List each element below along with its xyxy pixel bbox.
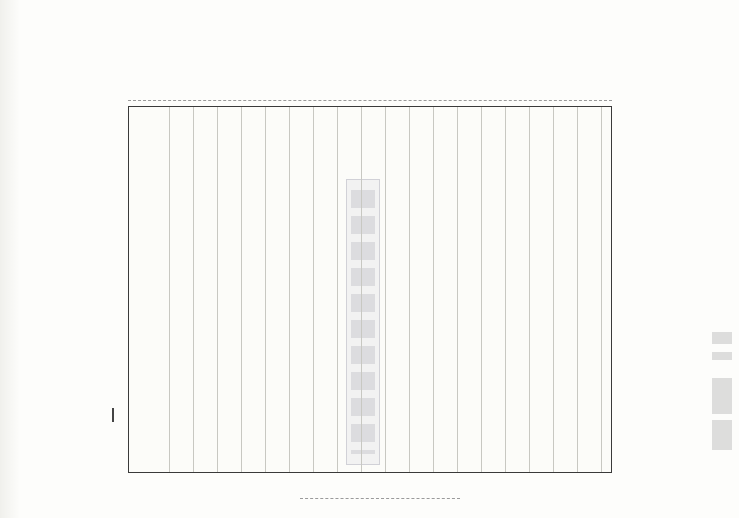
scan-edge-shadow	[0, 0, 20, 518]
ledger-rule-line	[577, 107, 578, 472]
ledger-rule-line	[481, 107, 482, 472]
ledger-rule-line	[601, 107, 602, 472]
ledger-rule-line	[529, 107, 530, 472]
ledger-rule-line	[193, 107, 194, 472]
margin-mark	[112, 408, 124, 422]
top-dashed-rule	[128, 100, 612, 101]
ledger-rule-line	[409, 107, 410, 472]
ledger-rule-line	[265, 107, 266, 472]
edge-seal-mark	[712, 332, 732, 344]
ledger-rule-line	[241, 107, 242, 472]
ledger-rule-line	[433, 107, 434, 472]
ledger-rule-line	[457, 107, 458, 472]
bottom-dashed-rule	[300, 498, 460, 499]
diary-sheet	[128, 106, 612, 473]
stamp-pattern	[351, 190, 375, 454]
ledger-rule-line	[217, 107, 218, 472]
ledger-rule-line	[385, 107, 386, 472]
ledger-rule-line	[169, 107, 170, 472]
ledger-rule-line	[313, 107, 314, 472]
edge-seal-mark	[712, 352, 732, 360]
ledger-rule-line	[361, 107, 362, 472]
edge-seal-mark	[712, 420, 732, 450]
edge-seal-mark	[712, 378, 732, 414]
ledger-rule-line	[289, 107, 290, 472]
ledger-rule-line	[505, 107, 506, 472]
ledger-rule-line	[553, 107, 554, 472]
ledger-rule-line	[337, 107, 338, 472]
faded-stamp	[346, 179, 380, 465]
